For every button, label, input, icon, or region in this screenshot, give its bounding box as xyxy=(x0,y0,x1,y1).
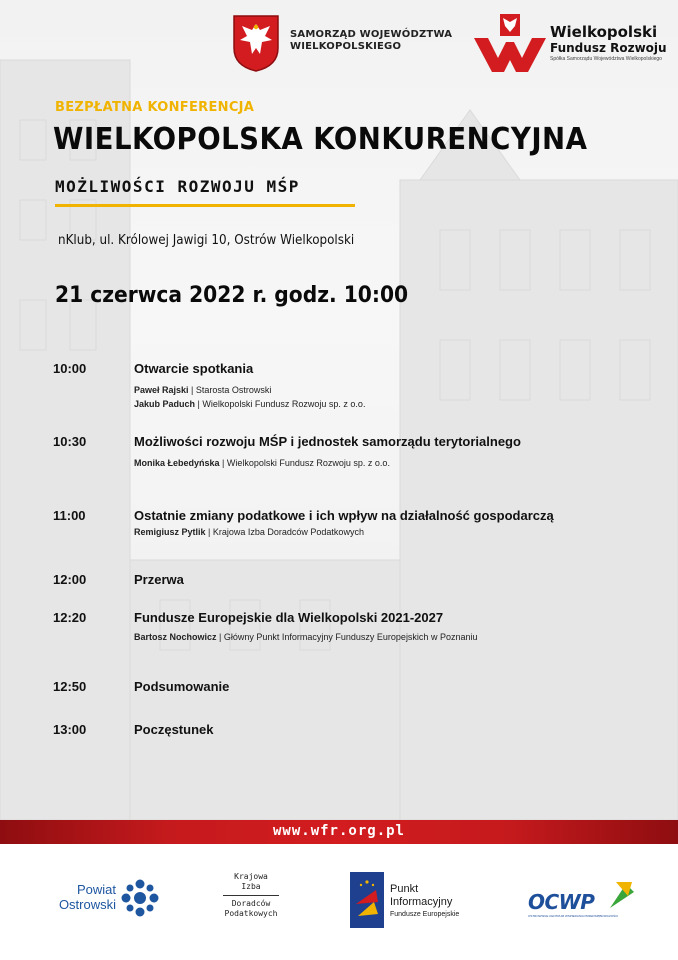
speaker-role: | Główny Punkt Informacyjny Funduszy Europejskich w Poznaniu xyxy=(216,632,478,642)
partner-logos xyxy=(0,844,678,960)
agenda-topic: Przerwa xyxy=(134,572,184,587)
pife-line1: Punkt xyxy=(390,883,419,895)
speaker-role: | Wielkopolski Fundusz Rozwoju sp. z o.o. xyxy=(195,399,366,409)
event-title: WIELKOPOLSKA KONKURENCYJNA xyxy=(53,122,588,157)
agenda-topic: Podsumowanie xyxy=(134,679,230,694)
agenda-topic: Poczęstunek xyxy=(134,722,214,737)
agenda-time: 12:50 xyxy=(53,679,87,694)
samorzad-line2: WIELKOPOLSKIEGO xyxy=(290,41,402,52)
kidp-logo xyxy=(214,872,288,928)
wielkopolska-eagle-crest-icon xyxy=(232,14,280,72)
ocwp-tagline: OSTROWSKIE CENTRUM WSPIERANIA PRZEDSIĘBIORCZOŚCI xyxy=(528,914,619,918)
subtitle-underline xyxy=(55,204,355,207)
agenda-speaker xyxy=(134,385,271,395)
speaker-role: | Starosta Ostrowski xyxy=(188,385,272,395)
pife-line3: Fundusze Europejskie xyxy=(390,911,460,918)
event-venue: nKlub, ul. Królowej Jawigi 10, Ostrów Wielkopolski xyxy=(58,233,355,248)
wfr-line3: Spółka Samorządu Województwa Wielkopolskiego xyxy=(550,56,662,62)
website-link[interactable]: www.wfr.org.pl xyxy=(272,823,405,839)
wfr-logo-text xyxy=(550,24,667,63)
agenda-speaker xyxy=(134,632,477,642)
pife-line2: Informacyjny xyxy=(390,896,453,908)
event-datetime: 21 czerwca 2022 r. godz. 10:00 xyxy=(55,283,409,308)
agenda-time: 13:00 xyxy=(53,722,87,737)
wfr-logo-icon xyxy=(472,14,548,72)
ocwp-logo-text: OCWP xyxy=(528,890,595,914)
kidp-line1: Krajowa xyxy=(234,872,268,881)
powiat-ostrowski-logo xyxy=(46,876,166,926)
agenda-topic: Otwarcie spotkania xyxy=(134,361,254,376)
speaker-role: | Wielkopolski Fundusz Rozwoju sp. z o.o. xyxy=(219,458,390,468)
agenda-topic: Ostatnie zmiany podatkowe i ich wpływ na działalność gospodarczą xyxy=(134,508,554,523)
event-tag: BEZPŁATNA KONFERENCJA xyxy=(55,100,255,115)
ocwp-logo xyxy=(526,878,638,920)
agenda-topic: Możliwości rozwoju MŚP i jednostek samorządu terytorialnego xyxy=(134,434,521,449)
powiat-flower-icon xyxy=(120,878,160,918)
agenda-time: 12:20 xyxy=(53,610,87,625)
powiat-line1: Powiat xyxy=(76,882,116,897)
agenda-time: 10:00 xyxy=(53,361,87,376)
agenda-speaker xyxy=(134,458,390,468)
ocwp-arrow-icon xyxy=(606,878,636,912)
agenda-time: 12:00 xyxy=(53,572,87,587)
header xyxy=(0,12,678,76)
agenda-time: 11:00 xyxy=(53,508,86,523)
wfr-line1: Wielkopolski xyxy=(550,23,658,41)
agenda-topic: Fundusze Europejskie dla Wielkopolski 2021-2027 xyxy=(134,610,444,625)
kidp-line2: Izba xyxy=(241,882,261,891)
pife-title xyxy=(390,883,452,909)
kidp-divider xyxy=(223,895,279,896)
samorzad-logo-text xyxy=(290,29,452,53)
eu-funds-icon xyxy=(350,872,384,928)
kidp-line4: Podatkowych xyxy=(224,909,278,918)
event-subtitle: MOŻLIWOŚCI ROZWOJU MŚP xyxy=(55,177,300,196)
powiat-logo-text xyxy=(46,882,116,912)
speaker-name: Monika Łebedyńska xyxy=(134,458,220,468)
agenda-speaker xyxy=(134,399,365,409)
agenda-time: 10:30 xyxy=(53,434,87,449)
speaker-name: Remigiusz Pytlik xyxy=(134,527,206,537)
speaker-name: Paweł Rajski xyxy=(134,385,189,395)
speaker-role: | Krajowa Izba Doradców Podatkowych xyxy=(205,527,364,537)
powiat-line2: Ostrowski xyxy=(58,897,116,912)
kidp-line3: Doradców xyxy=(231,899,271,908)
samorzad-line1: SAMORZĄD WOJEWÓDZTWA xyxy=(290,29,453,40)
punkt-informacyjny-logo xyxy=(350,872,490,932)
agenda-speaker xyxy=(134,527,364,537)
speaker-name: Bartosz Nochowicz xyxy=(134,632,217,642)
speaker-name: Jakub Paduch xyxy=(134,399,196,409)
wfr-line2: Fundusz Rozwoju xyxy=(550,41,667,55)
